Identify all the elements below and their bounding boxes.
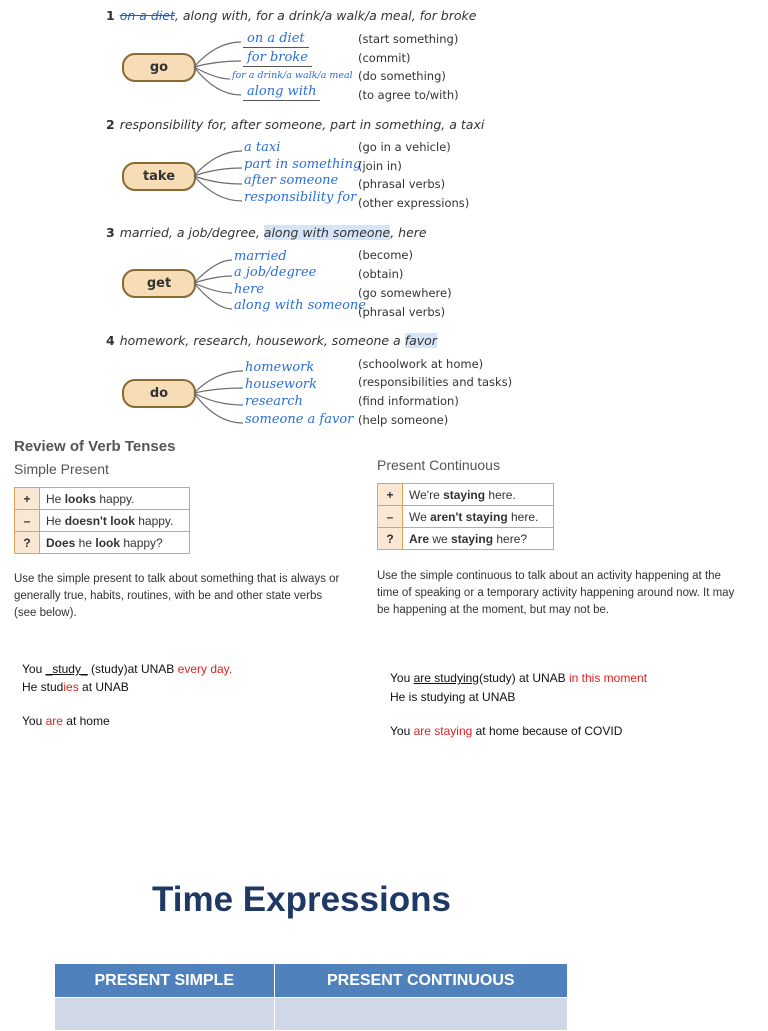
example-part: happy. <box>96 491 135 506</box>
answer-text: after someone <box>244 173 339 188</box>
example-part: at home because of COVID <box>472 724 623 738</box>
example-part: You <box>390 671 414 685</box>
time-expressions-table <box>54 963 568 1031</box>
example-part: here. <box>507 509 539 524</box>
answer-text: research <box>245 394 303 409</box>
answer-text: along with someone <box>234 298 366 313</box>
verb-pill: do <box>122 379 196 408</box>
meaning-text: (find information) <box>358 394 459 408</box>
branch-line <box>194 176 242 201</box>
example-cell <box>403 528 554 550</box>
exercise-number: 3 <box>106 225 115 240</box>
table-row <box>378 528 554 550</box>
example-part: staying <box>451 531 494 546</box>
meaning-text: (commit) <box>358 51 411 65</box>
title-part: , along with, for a drink/a walk/a meal, for broke <box>174 8 477 23</box>
example-part: he <box>75 535 96 550</box>
example-part: You <box>390 724 414 738</box>
answer-text: homework <box>245 360 315 375</box>
answer-text: for broke <box>243 50 312 67</box>
example-part: We <box>409 509 431 524</box>
example-part: He stud <box>22 680 64 694</box>
branch-line <box>194 42 241 67</box>
example-part: aren't staying <box>430 509 508 524</box>
branch-line <box>194 151 242 176</box>
simple-present-description: Use the simple present to talk about something that is always or generally true, habits, routines, with be and other state verbs (see below). <box>14 573 340 619</box>
example-cell <box>403 506 554 528</box>
table-row <box>15 488 190 510</box>
exercise-number: 4 <box>106 333 115 348</box>
example-part: at home <box>62 714 110 728</box>
title-part: responsibility for, after someone, part in something, a taxi <box>119 117 485 132</box>
title-part: , here <box>390 225 427 240</box>
time-expressions-title: Time Expressions <box>152 880 451 919</box>
header-present-continuous: PRESENT CONTINUOUS <box>274 964 567 998</box>
example-cell <box>403 484 554 506</box>
answer-text: a job/degree <box>234 265 317 280</box>
example-part: at UNAB <box>78 680 129 694</box>
meaning-text: (go in a vehicle) <box>358 140 451 154</box>
example-line <box>390 671 647 685</box>
answer-text: on a diet <box>243 31 309 48</box>
exercise-number: 2 <box>106 117 115 132</box>
example-cell <box>40 488 190 510</box>
answer-text: along with <box>243 84 320 101</box>
example-part: ies <box>63 680 79 694</box>
example-part: are <box>45 714 63 728</box>
answer-text: for a drink/a walk/a meal <box>232 70 353 81</box>
present-continuous-title: Present Continuous <box>377 457 500 473</box>
example-part: _study_ <box>45 662 88 676</box>
example-part: You <box>22 662 46 676</box>
present-continuous-table <box>377 483 554 550</box>
example-part: He is studying at UNAB <box>390 690 516 704</box>
example-part: (study)at UNAB <box>87 662 178 676</box>
meaning-text: (phrasal verbs) <box>358 177 446 191</box>
example-line <box>390 724 622 738</box>
title-part: favor <box>404 333 437 348</box>
branch-line <box>194 283 232 293</box>
simple-present-title: Simple Present <box>14 461 109 477</box>
branch-line <box>194 393 243 405</box>
example-part: we <box>429 531 452 546</box>
sign-cell: – <box>378 506 403 528</box>
meaning-text: (schoolwork at home) <box>358 357 484 371</box>
example-line <box>22 662 232 676</box>
example-part: happy? <box>120 535 163 550</box>
example-part: (study) at UNAB <box>478 671 569 685</box>
branch-line <box>194 388 243 393</box>
example-line <box>390 690 515 704</box>
example-part: Does <box>46 535 76 550</box>
title-part: along with someone <box>263 225 391 240</box>
meaning-text: (do something) <box>358 69 446 83</box>
answer-text: someone a favor <box>245 412 354 427</box>
example-line <box>22 680 129 694</box>
example-part: doesn't look <box>64 513 135 528</box>
example-part: He <box>46 491 65 506</box>
verb-pill: get <box>122 269 196 298</box>
title-part: on a diet <box>119 8 175 23</box>
answer-text: responsibility for <box>244 190 357 205</box>
example-part: in this moment <box>569 671 648 685</box>
meaning-text: (obtain) <box>358 267 404 281</box>
branch-line <box>194 61 241 67</box>
answer-text: married <box>234 249 287 264</box>
meaning-text: (to agree to/with) <box>358 88 459 102</box>
sign-cell: + <box>15 488 40 510</box>
title-part: homework, research, housework, someone a <box>119 333 405 348</box>
answer-text: housework <box>245 377 317 392</box>
answer-text: a taxi <box>244 140 281 155</box>
exercise-number: 1 <box>106 8 115 23</box>
title-part: married, a job/degree, <box>119 225 264 240</box>
table-row <box>15 532 190 554</box>
example-part: look <box>95 535 121 550</box>
meaning-text: (responsibilities and tasks) <box>358 375 513 389</box>
branch-line <box>194 283 232 309</box>
example-part: staying <box>443 487 486 502</box>
sign-cell: – <box>15 510 40 532</box>
table-cell <box>274 998 567 1031</box>
sign-cell: + <box>378 484 403 506</box>
example-part: every day. <box>177 662 233 676</box>
meaning-text: (start something) <box>358 32 459 46</box>
example-cell <box>40 532 190 554</box>
example-part: Are <box>409 531 430 546</box>
example-part: You <box>22 714 46 728</box>
table-row <box>378 484 554 506</box>
example-part: looks <box>64 491 97 506</box>
example-line <box>22 714 110 728</box>
table-cell <box>55 998 275 1031</box>
example-part: He <box>46 513 65 528</box>
review-title: Review of Verb Tenses <box>14 438 176 455</box>
example-part: here? <box>493 531 528 546</box>
header-present-simple: PRESENT SIMPLE <box>55 964 275 998</box>
branch-lines <box>0 0 768 440</box>
branch-line <box>194 393 243 423</box>
meaning-text: (phrasal verbs) <box>358 305 446 319</box>
answer-text: part in something <box>244 157 362 172</box>
present-continuous-description: Use the simple continuous to talk about an activity happening at the time of speaking or a temporary activity happening around now. It may be happening at the moment, but may not be. <box>377 570 735 616</box>
table-row <box>15 510 190 532</box>
sign-cell: ? <box>378 528 403 550</box>
verb-pill: take <box>122 162 196 191</box>
branch-line <box>194 260 232 283</box>
example-part: are staying <box>413 724 473 738</box>
simple-present-table <box>14 487 190 554</box>
meaning-text: (help someone) <box>358 413 449 427</box>
example-part: are studying <box>413 671 479 685</box>
meaning-text: (become) <box>358 248 413 262</box>
example-part: We're <box>409 487 444 502</box>
meaning-text: (other expressions) <box>358 196 470 210</box>
meaning-text: (go somewhere) <box>358 286 452 300</box>
answer-text: here <box>234 282 264 297</box>
example-part: happy. <box>134 513 174 528</box>
sign-cell: ? <box>15 532 40 554</box>
example-part: here. <box>485 487 516 502</box>
table-row <box>378 506 554 528</box>
meaning-text: (join in) <box>358 159 402 173</box>
example-cell <box>40 510 190 532</box>
verb-pill: go <box>122 53 196 82</box>
